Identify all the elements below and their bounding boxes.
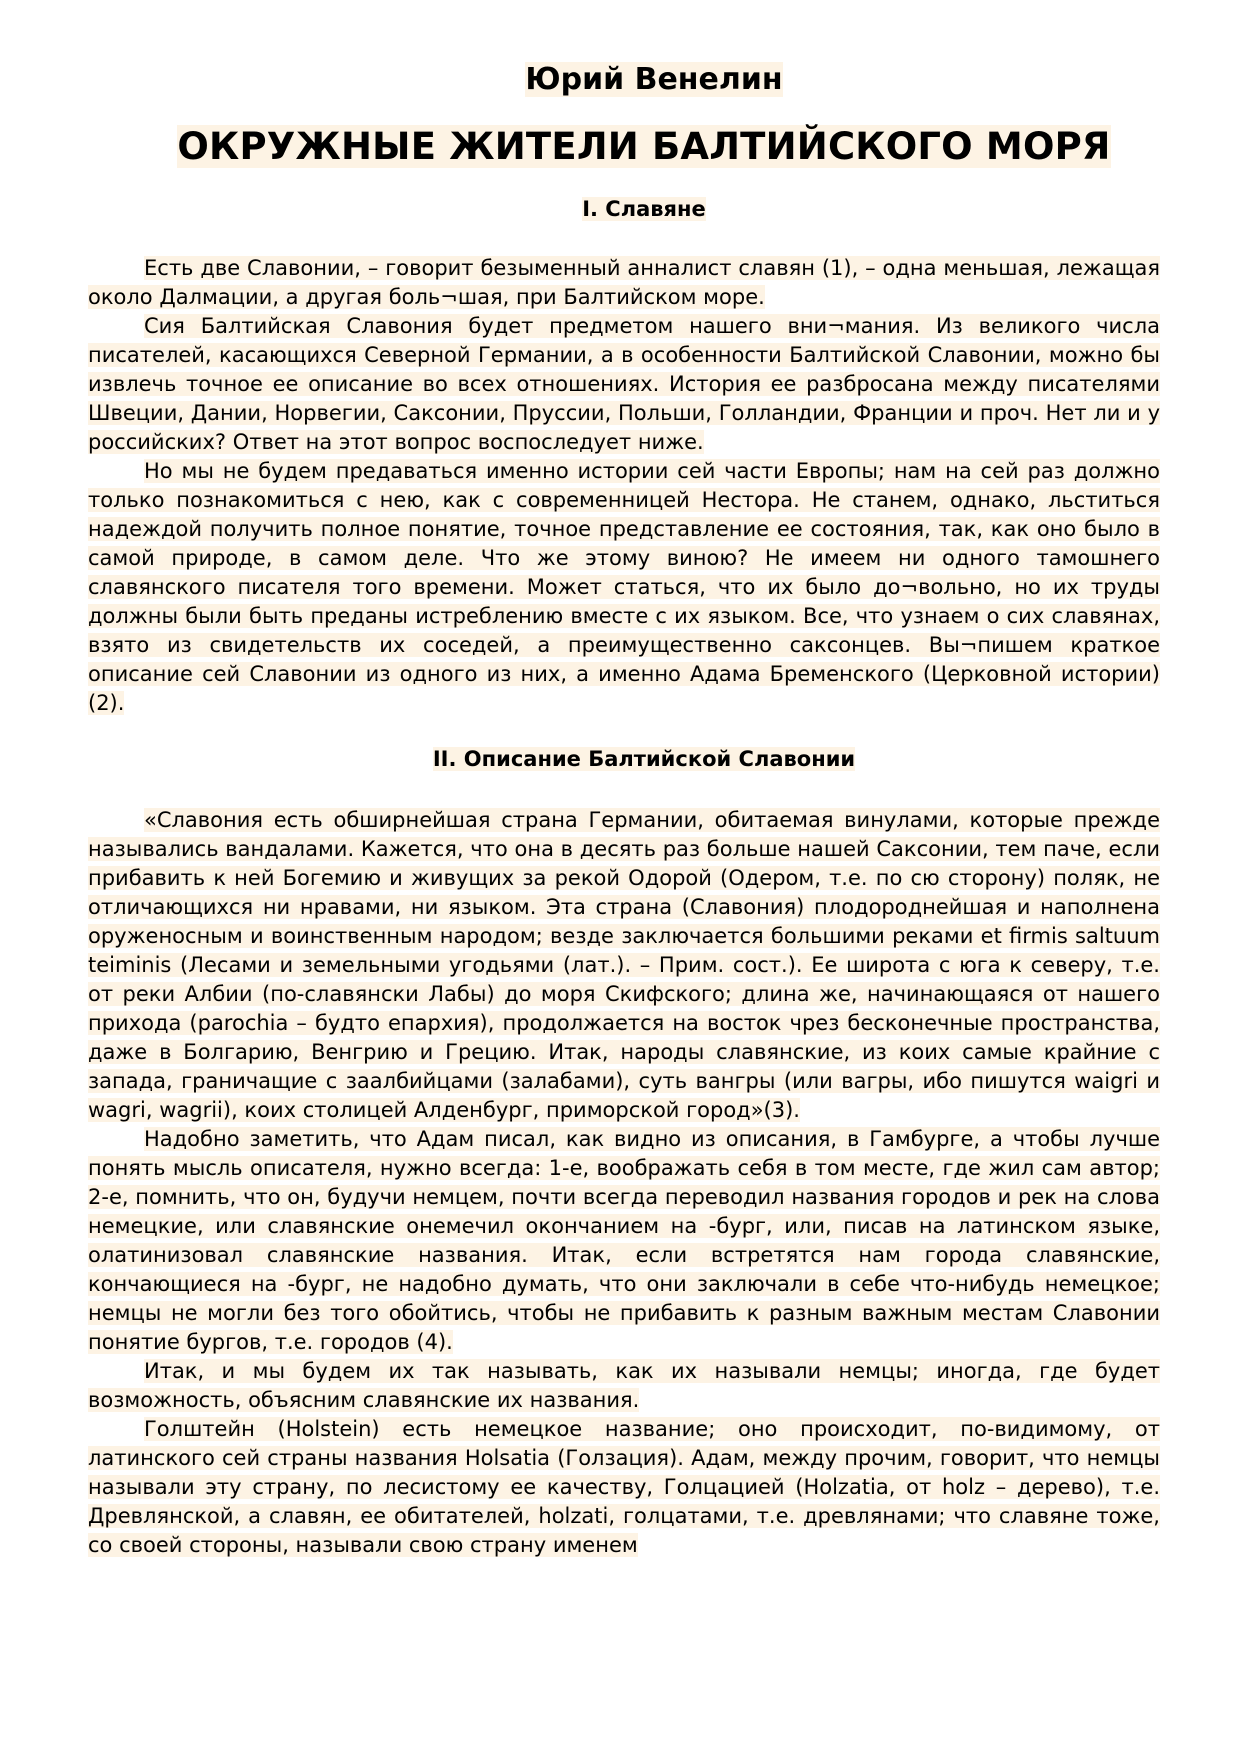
paragraph: Но мы не будем предаваться именно истории сей части Европы; нам на сей раз должно только познакомиться с нею, как с современницей Нестора. Не станем, однако, льститься надеждой получить полное понятие, точное представление ее состояния, так, как оно было в самой природе, в самом деле. Что же этому виною? Не имеем ни одного тамошнего славянского писателя того времени. Может статься, что их было до¬вольно, но их труды должны были быть преданы истреблению вместе с их языком. Все, что узнаем о сих славянах, взято из свидетельств их соседей, а преимущественно саксонцев. Вы¬пишем краткое описание сей Славонии из одного из них, а именно Адама Бременского (Церковной истории) (2). [88, 459, 1160, 715]
document-page [88, 50, 1160, 1560]
section-heading-2: II. Описание Балтийской Славонии [432, 747, 856, 771]
paragraph: Итак, и мы будем их так называть, как их называли немцы; иногда, где будет возможность, объясним славянские их названия. [88, 1359, 1160, 1412]
paragraph: Сия Балтийская Славония будет предметом нашего вни¬мания. Из великого числа писателей, касающихся Северной Германии, а в особенности Балтийской Славонии, можно бы извлечь точное ее описание во всех отношениях. История ее разбросана между писателями Швеции, Дании, Норвегии, Саксонии, Пруссии, Польши, Голландии, Франции и проч. Нет ли и у российских? Ответ на этот вопрос воспоследует ниже. [88, 314, 1160, 454]
document-title: ОКРУЖНЫЕ ЖИТЕЛИ БАЛТИЙСКОГО МОРЯ [177, 125, 1111, 168]
paragraph: «Славония есть обширнейшая страна Германии, обитаемая винулами, которые прежде назывались вандалами. Кажется, что она в десять раз больше нашей Саксонии, тем паче, если прибавить к ней Богемию и живущих за рекой Одорой (Одером, т.е. по сю сторону) поляк, не отличающихся ни нравами, ни языком. Эта страна (Славония) плодороднейшая и наполнена оруженосным и воинственным народом; везде заключается большими реками et firmis saltuum teiminis (Лесами и земельными угодьями (лат.). – Прим. сост.). Ее широта с юга к северу, т.е. от реки Албии (по-славянски Лабы) до моря Скифского; длина же, начинающаяся от нашего прихода (parochia – будто епархия), продолжается на восток чрез бесконечные пространства, даже в Болгарию, Венгрию и Грецию. Итак, народы славянские, из коих самые крайние с запада, граничащие с заалбийцами (залабами), суть вангры (или вагры, ибо пишутся waigri и wagri, wagrii), коих столицей Алденбург, приморской город»(3). [88, 808, 1160, 1122]
author-name: Юрий Венелин [525, 62, 783, 97]
paragraph: Есть две Славонии, – говорит безыменный анналист славян (1), – одна меньшая, лежащая около Далмации, а другая боль¬шая, при Балтийском море. [88, 256, 1160, 309]
section-body-2 [88, 806, 1160, 1560]
paragraph: Голштейн (Holstein) есть немецкое название; оно происходит, по-видимому, от латинского сей страны названия Holsatia (Голзация). Адам, между прочим, говорит, что немцы называли эту страну, по лесистому ее качеству, Голцацией (Holzatia, от holz – дерево), т.е. Древлянской, а славян, ее обитателей, holzati, голцатами, т.е. древлянами; что славяне тоже, со своей стороны, называли свою страну именем [88, 1417, 1160, 1557]
section-body-1 [88, 254, 1160, 718]
paragraph: Надобно заметить, что Адам писал, как видно из описания, в Гамбурге, а чтобы лучше понять мысль описателя, нужно всегда: 1-е, воображать себя в том месте, где жил сам автор; 2-е, помнить, что он, будучи немцем, почти всегда переводил названия городов и рек на слова немецкие, или славянские онемечил окончанием на -бург, или, писав на латинском языке, олатинизовал славянские названия. Итак, если встретятся нам города славянские, кончающиеся на -бург, не надобно думать, что они заключали в себе что-нибудь немецкое; немцы не могли без того обойтись, чтобы не прибавить к разным важным местам Славонии понятие бургов, т.е. городов (4). [88, 1127, 1160, 1354]
section-heading-1: I. Славяне [582, 197, 706, 221]
